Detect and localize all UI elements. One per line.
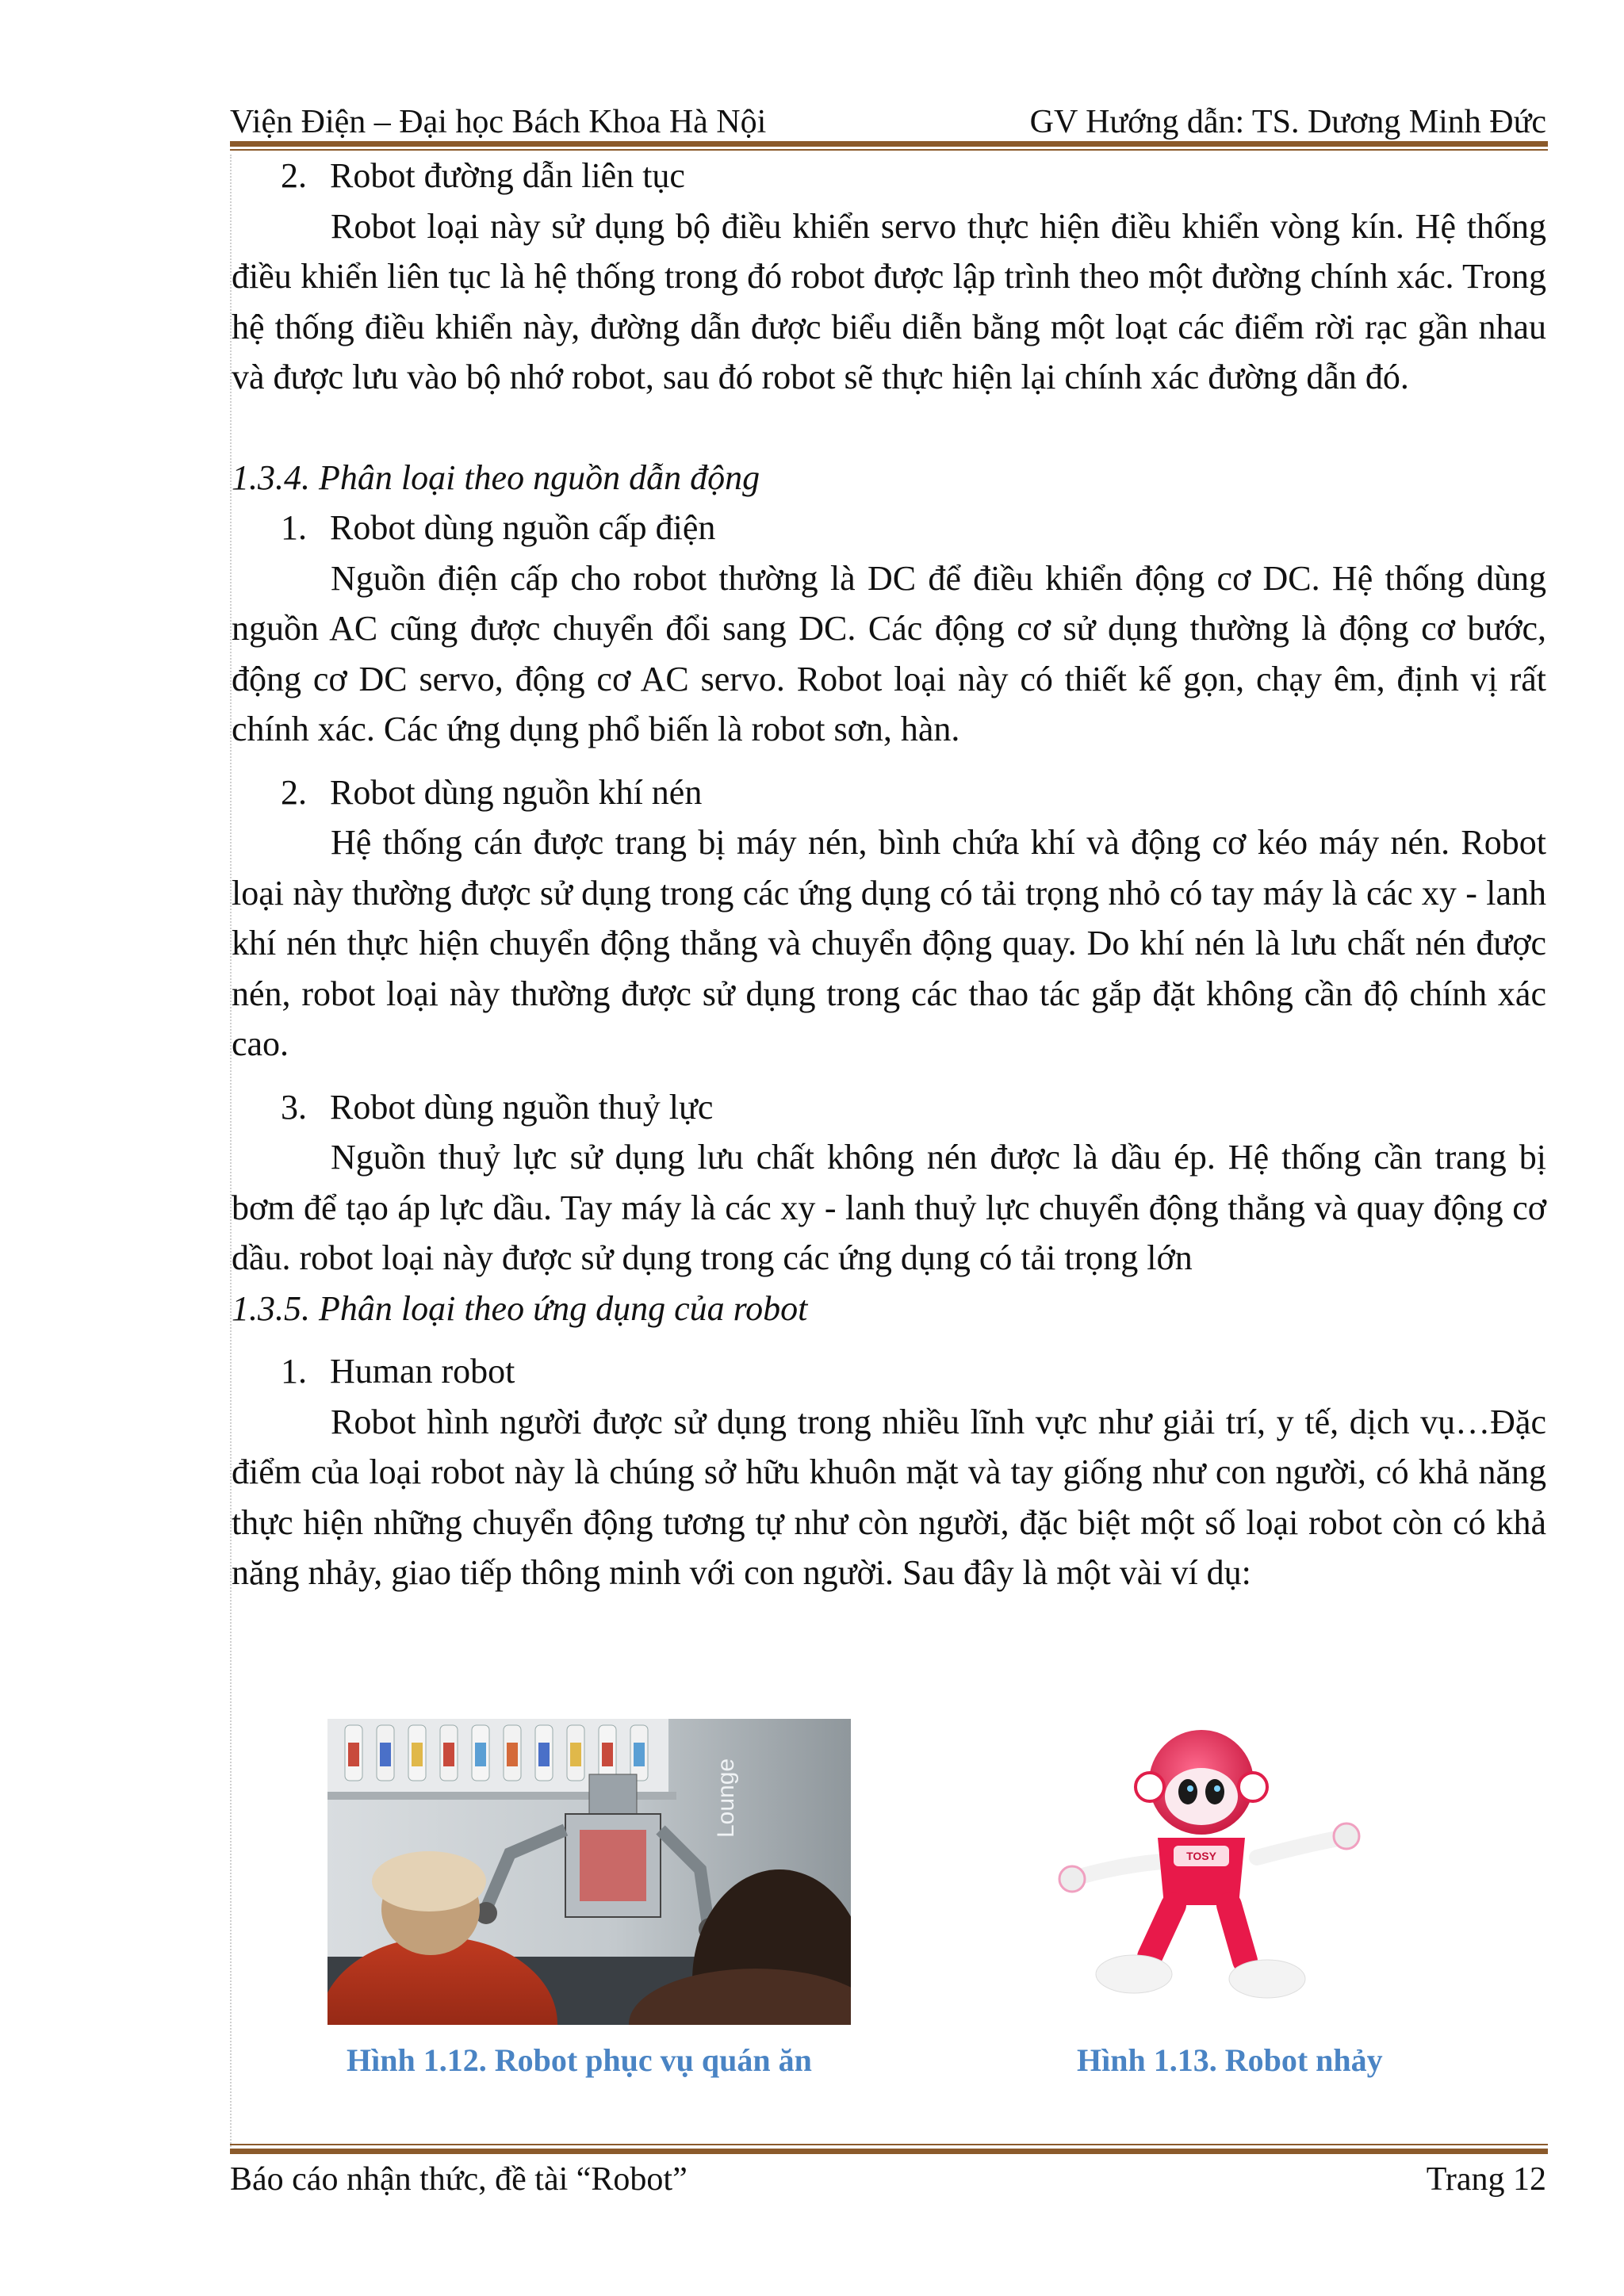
figure-caption-1-12: Hình 1.12. Robot phục vụ quán ăn: [347, 2042, 812, 2078]
page-number: Trang 12: [1426, 2161, 1546, 2198]
paragraph: Nguồn điện cấp cho robot thường là DC để điều khiển động cơ DC. Hệ thống dùng nguồn AC cũng được chuyển đổi sang DC. Các động cơ sử dụng thường là động cơ bước, động cơ DC servo, động cơ AC servo. Robot loại này có thiết kế gọn, chạy êm, định vị rất chính xác. Các ứng dụng phổ biến là robot sơn, hàn.: [232, 558, 1546, 748]
page-header: [230, 94, 1546, 141]
paragraph: Nguồn thuỷ lực sử dụng lưu chất không nén được là dầu ép. Hệ thống cần trang bị bơm để tạo áp lực dầu. Tay máy là các xy - lanh thuỷ lực chuyển động thẳng và quay động cơ dầu. robot loại này được sử dụng trong các ứng dụng có tải trọng lớn: [232, 1138, 1546, 1277]
list-item-heading: 2. Robot đường dẫn liên tục: [281, 156, 685, 195]
footer-left: Báo cáo nhận thức, đề tài “Robot”: [230, 2161, 688, 2198]
section-heading-134: 1.3.4. Phân loại theo nguồn dẫn động: [232, 457, 760, 497]
figure-caption-1-13: Hình 1.13. Robot nhảy: [1077, 2042, 1383, 2078]
header-right: GV Hướng dẫn: TS. Dương Minh Đức: [1029, 104, 1546, 140]
robot-chest-text: TOSY: [1186, 1850, 1216, 1862]
header-rule-thick: [230, 141, 1548, 147]
list-item-heading: 1. Human robot: [281, 1352, 515, 1391]
page-footer: [230, 2160, 1546, 2198]
header-left: Viện Điện – Đại học Bách Khoa Hà Nội: [230, 104, 767, 140]
list-item-heading: 3. Robot dùng nguồn thuỷ lực: [281, 1087, 714, 1127]
lounge-sign-text: Lounge: [713, 1758, 739, 1838]
section-heading-135: 1.3.5. Phân loại theo ứng dụng của robot: [232, 1288, 808, 1328]
list-item-heading: 2. Robot dùng nguồn khí nén: [281, 772, 703, 812]
list-item-heading: 1. Robot dùng nguồn cấp điện: [281, 508, 716, 547]
page-body: [232, 151, 1546, 1598]
footer-rule-thick: [230, 2149, 1548, 2154]
paragraph: Robot hình người được sử dụng trong nhiều lĩnh vực như giải trí, y tế, dịch vụ…Đặc điểm của loại robot này là chúng sở hữu khuôn mặt và tay giống như con người, có khả năng thực hiện những chuyển động tương tự như còn người, đặc biệt một số loại robot còn có khả năng nhảy, giao tiếp thông minh với con người. Sau đây là một vài ví dụ:: [232, 1402, 1546, 1592]
footer-rule-thin: [230, 2144, 1548, 2145]
figure-bartender-robot-image: [327, 1719, 851, 2025]
paragraph: Hệ thống cán được trang bị máy nén, bình chứa khí và động cơ kéo máy nén. Robot loại này thường được sử dụng trong các ứng dụng có tải trọng nhỏ có tay máy là các xy - lanh khí nén thực hiện chuyển động thẳng và chuyển động quay. Do khí nén là lưu chất nén được nén, robot loại này thường được sử dụng trong các thao tác gắp đặt không cần độ chính xác cao.: [232, 823, 1546, 1063]
figure-dancing-robot-image: [1031, 1727, 1396, 2012]
paragraph: Robot loại này sử dụng bộ điều khiển servo thực hiện điều khiển vòng kín. Hệ thống điều khiển liên tục là hệ thống trong đó robot được lập trình theo một đường chính xác. Trong hệ thống điều khiển này, đường dẫn được biểu diễn bằng một loạt các điểm rời rạc gần nhau và được lưu vào bộ nhớ robot, sau đó robot sẽ thực hiện lại chính xác đường dẫn đó.: [232, 206, 1546, 396]
